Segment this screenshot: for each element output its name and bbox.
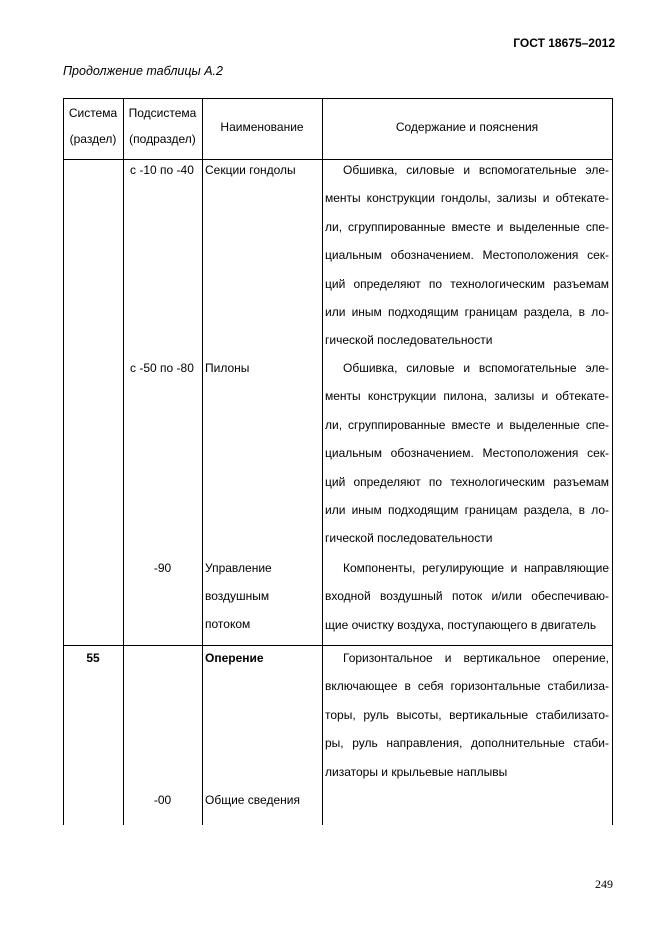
row-3-content-line: Компоненты, регулирующие и направляющие — [343, 561, 609, 575]
row-3-name-line1: Управление — [205, 561, 272, 575]
header-name: Наименование — [220, 120, 304, 134]
row-1-content-line: гической последовательности — [325, 333, 493, 348]
border-left — [63, 98, 64, 825]
row-4-content-line: торы, руль высоты, вертикальные стабилизато- — [325, 707, 609, 722]
row-1-name: Секции гондолы — [205, 163, 296, 177]
row-2-content-line: ли, сгруппированные вместе и выделенные спе- — [325, 417, 609, 432]
standard-number: ГОСТ 18675–2012 — [513, 36, 615, 50]
row-2-content-line: циальным обозначением. Местоположения сек- — [325, 446, 609, 461]
row-4-content-line: лизаторы и крыльевые наплывы — [325, 764, 508, 779]
row-4-content — [325, 644, 609, 786]
row-5-name: Общие сведения — [205, 793, 300, 807]
row-2-content-line: ций определяют по технологическим разъемам — [325, 474, 609, 489]
row-4-content-line: Горизонтальное и вертикальное оперение, — [343, 651, 609, 665]
row-1-content — [325, 156, 609, 355]
row-2-content-line: гической последовательности — [325, 531, 493, 546]
row-3-content-line: щие очистку воздуха, поступающего в двигатель — [325, 617, 597, 632]
row-3-name-line3: потоком — [205, 617, 251, 631]
page-number: 249 — [595, 877, 613, 891]
row-2-name: Пилоны — [205, 361, 250, 375]
row-4-system: 55 — [86, 651, 100, 665]
row-1-content-line: или иным подходящим границам раздела, в ло- — [325, 304, 609, 319]
row-4-content-line: ры, руль направления, дополнительные стаби- — [325, 736, 609, 751]
row-3-content-line: входной воздушный поток и/или обеспечиваю- — [325, 589, 609, 604]
row-5-subsystem: -00 — [153, 793, 172, 807]
row-2-subsystem: с -50 по -80 — [130, 361, 194, 375]
row-2-content-line: или иным подходящим границам раздела, в ло- — [325, 502, 609, 517]
row-2-content-line: Обшивка, силовые и вспомогательные эле- — [343, 361, 609, 375]
header-subsystem — [123, 100, 202, 152]
table-top-border — [63, 98, 613, 99]
border-system — [123, 98, 124, 825]
row-3-name-line2: воздушным — [205, 589, 270, 603]
row-4-name: Оперение — [205, 651, 264, 665]
row-1-subsystem: с -10 по -40 — [130, 163, 194, 177]
border-subsystem — [202, 98, 203, 825]
header-subsystem-line2: (подраздел) — [129, 132, 196, 146]
header-subsystem-line1: Подсистема — [128, 106, 197, 120]
row-1-content-line: менты конструкции гондолы, зализы и обтекате- — [325, 191, 609, 206]
row-4-content-line: включающее в себя горизонтальные стабилиза- — [325, 679, 609, 694]
row-1-content-line: ли, сгруппированные вместе и выделенные спе- — [325, 219, 609, 234]
row-2-content-line: менты конструкции пилона, зализы и обтекате- — [325, 389, 609, 404]
gost-table — [63, 98, 613, 825]
header-system-line1: Система — [68, 106, 118, 120]
header-system — [63, 100, 123, 152]
table-continuation-caption: Продолжение таблицы А.2 — [63, 64, 223, 78]
row-1-content-line: Обшивка, силовые и вспомогательные эле- — [343, 163, 609, 177]
border-right — [612, 98, 613, 825]
row-3-subsystem: -90 — [153, 561, 172, 575]
row-3-content — [325, 554, 609, 639]
header-content: Содержание и пояснения — [395, 120, 539, 134]
row-2-content — [325, 354, 609, 553]
border-name — [322, 98, 323, 825]
row-1-content-line: циальным обозначением. Местоположения сек- — [325, 248, 609, 263]
header-system-line2: (раздел) — [69, 132, 117, 146]
row-1-content-line: ций определяют по технологическим разъемам — [325, 276, 609, 291]
